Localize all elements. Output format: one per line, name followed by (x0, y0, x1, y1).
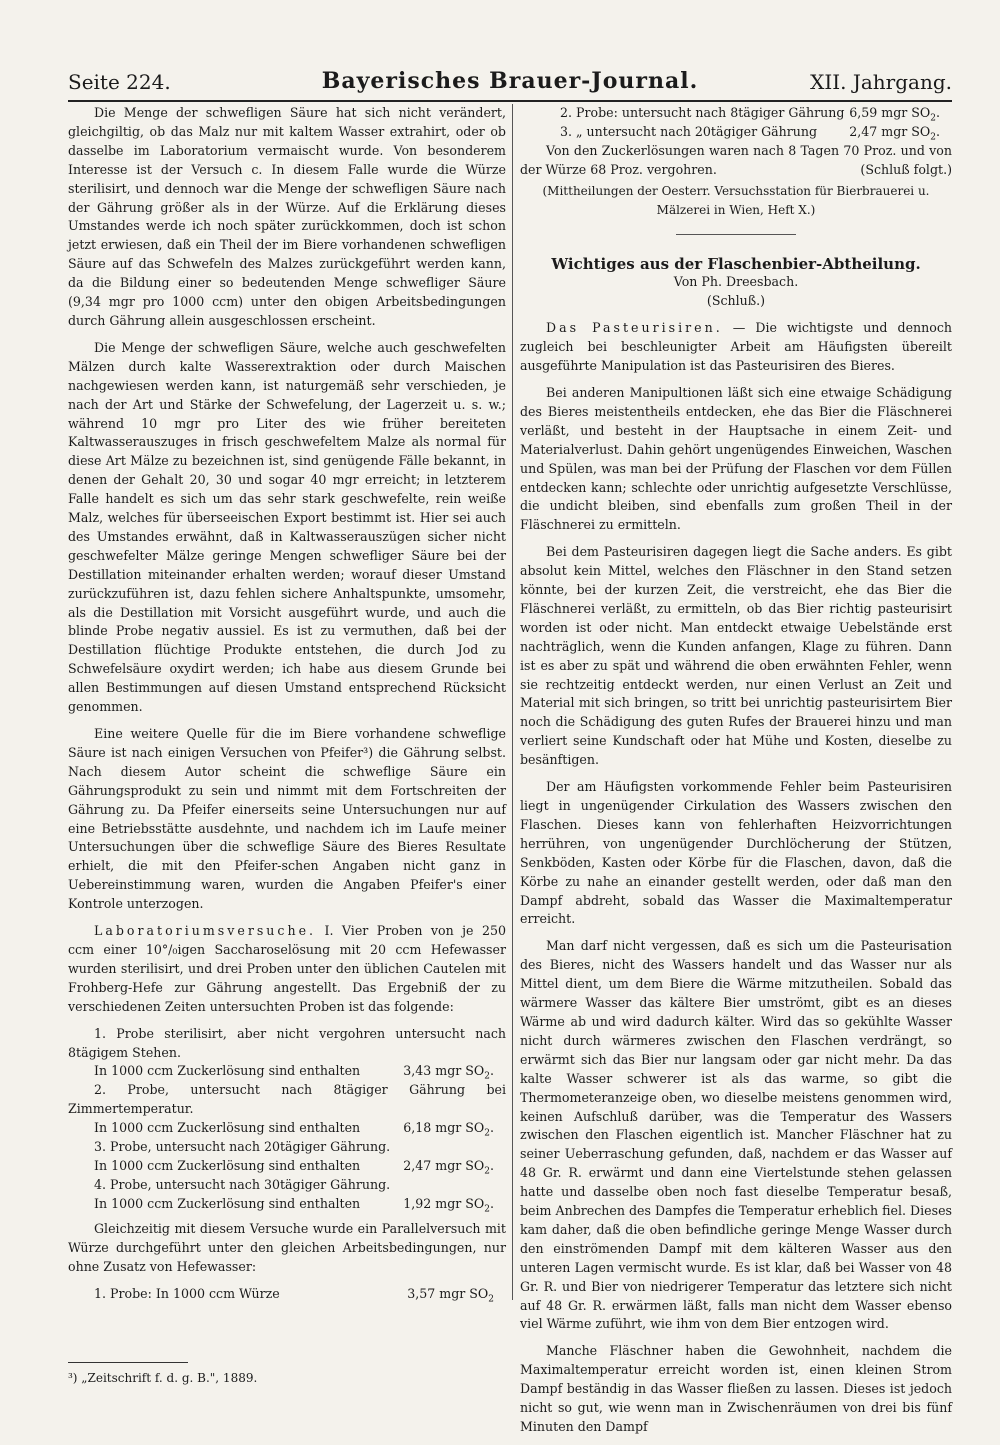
page-number: Seite 224. (68, 70, 171, 94)
paragraph: Von den Zuckerlösungen waren nach 8 Tagen 70 Proz. und von der Würze 68 Proz. vergohren. (520, 143, 952, 177)
paragraph: Die Menge der schwefligen Säure hat sich nicht verändert, gleichgiltig, ob das Malz nur mit kaltem Wasser extrahirt, oder ob dasselbe im Laboratorium vermaischt wurde. Von besonderem Interesse ist der Versuch c. In diesem Falle wurde die Würze sterilisirt, und dennoch war die Menge der schwefligen Säure nach der Gährung größer als in der Würze. Auf die Erklärung dieses Umstandes werde ich noch später zurückkommen, doch ist schon jetzt erwiesen, daß ein Theil der im Biere vorhandenen schwefligen Säure auf das Schwefeln des Malzes zurückgeführt werden kann, da die Bildung einer so bedeutenden Menge schwefliger Säure (9,34 mgr pro 1000 ccm) unter den obigen Arbeitsbedingungen durch Gährung allein ausgeschlossen erscheint. (68, 105, 506, 328)
result-value: 6,59 mgr $SO_2$. (849, 105, 940, 124)
to-be-continued: (Schluß folgt.) (860, 161, 952, 177)
journal-title: Bayerisches Brauer-Journal. (321, 68, 699, 94)
result-label: In 1000 ccm Zuckerlösung sind enthalten (94, 1120, 361, 1136)
result-value: 3,43 mgr $SO_2$. (403, 1063, 494, 1082)
column-divider (512, 104, 513, 1300)
section-lead: Laboratoriumsversuche. (94, 923, 317, 939)
result-label: In 1000 ccm Zuckerlösung sind enthalten (94, 1063, 361, 1079)
result-row (560, 123, 952, 142)
sample-label: 4. Probe, untersucht nach 30tägiger Gährung. (94, 1177, 391, 1193)
section-lead: Das Pasteurisiren. (546, 320, 723, 336)
left-column (68, 104, 506, 1388)
paragraph: Bei anderen Manipultionen läßt sich eine etwaige Schädigung des Bieres meistentheils entdecken, ehe das Bier die Fläschnerei verläßt, und besteht in der Hauptsache in einem Zeit- und Materialverlust. Dahin gehört ungenügendes Einweichen, Waschen und Spülen, was man bei der Prüfung der Flaschen vor dem Füllen entdecken kann; schlechte oder unrichtig aufgesetzte Verschlüsse, die undicht bleiben, sind ebenfalls zum großen Theil in der Fläschnerei zu ermitteln. (520, 384, 952, 533)
footnote-rule (68, 1362, 188, 1363)
result-label: 1. Probe: In 1000 ccm Würze (94, 1285, 280, 1301)
paragraph-text: I. Vier Proben von je 250 ccm einer 10°/₀igen Saccharoselösung mit 20 ccm Hefewasser wurden sterilisirt, und drei Proben unter den üblichen Cautelen mit Frohberg-Hefe zur Gährung angestellt. Das Ergebniß der zu verschiedenen Zeiten untersuchten Proben ist das folgende: (68, 923, 506, 1014)
sample-label: 3. Probe, untersucht nach 20tägiger Gährung. (94, 1139, 391, 1155)
result-label: In 1000 ccm Zuckerlösung sind enthalten (94, 1158, 361, 1174)
section-rule (676, 234, 796, 235)
article-author: Von Ph. Dreesbach. (673, 274, 799, 290)
result-row (94, 1285, 506, 1304)
paragraph (68, 922, 506, 1017)
result-row (94, 1062, 506, 1081)
result-value: 3,57 mgr $SO_2$ (407, 1285, 494, 1305)
paragraph: Die Menge der schwefligen Säure, welche auch geschwefelten Mälzen durch kalte Wasserextraktion oder durch Maischen nachgewiesen werden kann, ist naturgemäß sehr verschieden, je nach der Art und Stärke der Schwefelung, der Lagerzeit u. s. w.; während 10 mgr pro Liter des wie früher bereiteten Kaltwasserauszuges in frisch geschwefeltem Malze als normal für diese Art Mälze zu bezeichnen ist, sind genügende Fälle bekannt, in denen der Gehalt 20, 30 und sogar 40 mgr erreicht; in letzterem Falle handelt es sich um das sehr stark geschwefelte, rein weiße Malz, welches für überseeischen Export bestimmt ist. Hier sei auch des Umstandes erwähnt, daß in Kaltwasserauszügen sicher nicht geschwefelter Mälze geringe Mengen schwefliger Säure bei der Destillation miteinander erhalten werden; worauf dieser Umstand zurückzuführen ist, dazu fehlen sichere Anhaltspunkte, umsomehr, als die Destillation mit Vorsicht ausgeführt wurde, und auch die blinde Probe negativ aussiel. Es ist zu vermuthen, daß bei der Destillation flüchtige Produkte entstehen, die durch Jod zu Schwefelsäure oxydirt werden; ich habe aus diesem Grunde bei allen Bestimmungen auf diesen Umstand entsprechend Rücksicht genommen. (68, 339, 506, 715)
result-value: 1,92 mgr $SO_2$. (403, 1196, 494, 1215)
result-row (94, 1119, 506, 1138)
result-value: 6,18 mgr $SO_2$. (403, 1120, 494, 1139)
result-label: 2. Probe: untersucht nach 8tägiger Gährung (560, 105, 845, 120)
result-label: In 1000 ccm Zuckerlösung sind enthalten (94, 1196, 361, 1212)
paragraph: Bei dem Pasteurisiren dagegen liegt die Sache anders. Es gibt absolut kein Mittel, welches den Fläschner in den Stand setzen könnte, bei der kurzen Zeit, die verstreicht, ehe das Bier die Fläschnerei verläßt, zu ermitteln, ob das Bier richtig pasteurisirt worden ist oder nicht. Man entdeckt etwaige Uebelstände erst nachträglich, wenn die Kunden anfangen, Klage zu führen. Dann ist es aber zu spät und während die oben erwähnten Fehler, wenn sie rechtzeitig entdeckt werden, nur einen Verlust an Zeit und Material mit sich bringen, so tritt bei unrichtig pasteurisirtem Bier noch die Schädigung des guten Rufes der Brauerei hinzu und man verliert seine Kundschaft oder hat Mühe und Kosten, dieselbe zu besänftigen. (520, 544, 952, 768)
source-note: (Mittheilungen der Oesterr. Versuchsstation für Bierbrauerei u. Mälzerei in Wien, Heft X.) (542, 183, 930, 217)
footnote: ³) „Zeitschrift f. d. g. B.", 1889. (68, 1370, 258, 1385)
sample-label: 1. Probe sterilisirt, aber nicht vergohren untersucht nach 8tägigem Stehen. (68, 1025, 506, 1060)
result-row (560, 104, 952, 123)
paragraph: Der am Häufigsten vorkommende Fehler beim Pasteurisiren liegt in ungenügender Cirkulation des Wassers zwischen den Flaschen. Dieses kann von fehlerhaften Heizvorrichtungen herrühren, von ungenügender Durchlöcherung der Stützen, Senkböden, Kasten oder Körbe für die Flaschen, davon, daß die Körbe zu nahe an einander gestellt werden, oder daß man den Dampf abdreht, sobald das Wasser die Maximaltemperatur erreicht. (520, 779, 952, 927)
paragraph: Gleichzeitig mit diesem Versuche wurde ein Parallelversuch mit Würze durchgeführt unter den gleichen Arbeitsbedingungen, nur ohne Zusatz von Hefewasser: (68, 1221, 506, 1274)
result-value: 2,47 mgr $SO_2$. (403, 1158, 494, 1177)
result-label: 3. „ untersucht nach 20tägiger Gährung (560, 124, 818, 139)
article-heading: Wichtiges aus der Flaschenbier-Abtheilung. (551, 254, 921, 273)
paragraph (520, 319, 952, 376)
paragraph: Eine weitere Quelle für die im Biere vorhandene schweflige Säure ist nach einigen Versuchen von Pfeifer³) die Gährung selbst. Nach diesem Autor scheint die schweflige Säure ein Gährungsprodukt zu sein und nimmt mit dem Fortschreiten der Gährung zu. Da Pfeifer einerseits seine Untersuchungen nur auf eine Betriebsstätte ausdehnte, und nachdem ich im Laufe meiner Untersuchungen über die schweflige Säure des Bieres Resultate erhielt, die mit den Pfeifer-schen Angaben nicht ganz in Uebereinstimmung waren, wurden die Angaben Pfeifer's einer Kontrole unterzogen. (68, 726, 506, 912)
right-column (520, 104, 952, 1445)
paragraph: Manche Fläschner haben die Gewohnheit, nachdem die Maximaltemperatur erreicht worden ist, einen kleinen Strom Dampf beständig in das Wasser fließen zu lassen. Dieses ist jedoch nicht so gut, wie wenn man in Zwischenräumen von drei bis fünf Minuten den Dampf (520, 1343, 952, 1434)
result-value: 2,47 mgr $SO_2$. (849, 124, 940, 143)
paragraph-text: — Die wichtigste und dennoch zugleich bei beschleunigter Arbeit am Häufigsten übereilt ausgeführte Manipulation ist das Pasteurisiren des Bieres. (520, 320, 952, 374)
page-header (68, 66, 952, 102)
result-row (94, 1195, 506, 1214)
continuation-note: (Schluß.) (706, 293, 766, 309)
result-row (94, 1157, 506, 1176)
sample-label: 2. Probe, untersucht nach 8tägiger Gährung bei Zimmertemperatur. (68, 1082, 506, 1117)
volume-label: XII. Jahrgang. (810, 70, 952, 94)
paragraph: Man darf nicht vergessen, daß es sich um die Pasteurisation des Bieres, nicht des Wassers handelt und das Wasser nur als Mittel dient, um dem Biere die Wärme mitzutheilen. Sobald das wärmere Wasser das kältere Bier umströmt, gibt es an dieses Wärme ab und wird dadurch kälter. Wird das so gekühlte Wasser nicht durch wärmeres zwischen den Flaschen verdrängt, so erwärmt sich das Bier nur langsam oder gar nicht mehr. Da das kalte Wasser schwerer ist als das warme, so gibt die Thermometeranzeige oben, wo dieselbe meistens genommen wird, keinen Aufschluß darüber, was die Temperatur des Wassers zwischen den Flaschen eigentlich ist. Mancher Fläschner hat zu seiner Ueberraschung gefunden, daß, nachdem er das Wasser auf 48 Gr. R. erwärmt und dann eine Viertelstunde stehen gelassen hatte und dasselbe oben noch fast dieselbe Temperatur besaß, beim Anbrechen des Dampfes die Temperatur erheblich fiel. Dieses kam daher, daß die oben befindliche geringe Menge Wasser durch den einströmenden Dampf mit dem kälteren Wasser aus den unteren Lagen vermischt wurde. Es ist klar, daß bei Wasser von 48 Gr. R. und Bier von niedrigerer Temperatur das letztere sich nicht auf 48 Gr. R. erwärmen läßt, falls man nicht dem Wasser ebenso viel Wärme zuführt, wie ihm von dem Bier entzogen wird. (520, 938, 952, 1332)
